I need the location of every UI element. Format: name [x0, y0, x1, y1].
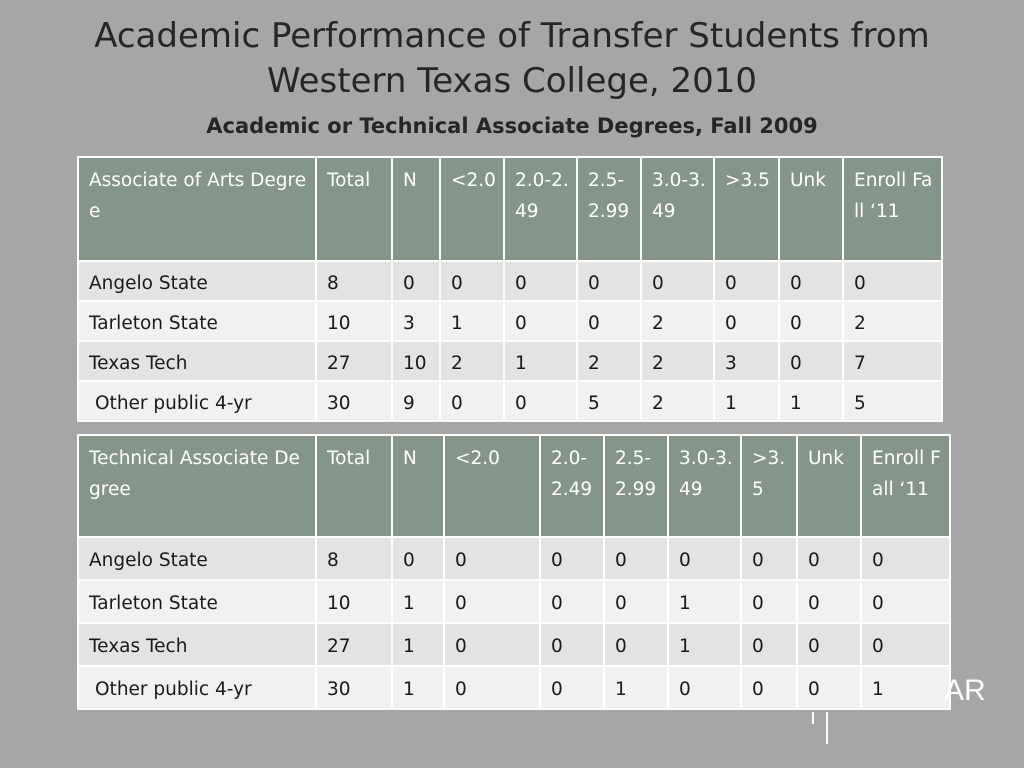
table-cell: 9: [392, 381, 440, 421]
table-cell: Tarleton State: [78, 580, 316, 623]
table-cell: 0: [444, 666, 540, 709]
table-cell: 0: [741, 580, 797, 623]
table-cell: 0: [540, 580, 604, 623]
table-row: [78, 580, 950, 623]
header-cell: 3.0-3.49: [641, 157, 714, 261]
table-cell: 0: [779, 261, 843, 301]
table-cell: 2: [641, 301, 714, 341]
table-cell: 0: [779, 301, 843, 341]
table-cell: 1: [392, 580, 444, 623]
table-row: [78, 666, 950, 709]
table-cell: 1: [668, 580, 741, 623]
table-cell: 0: [540, 537, 604, 580]
header-cell: 3.0-3.49: [668, 435, 741, 537]
title-line-1: Academic Performance of Transfer Students from: [94, 16, 930, 56]
table-cell: 0: [714, 261, 779, 301]
table-cell: 0: [641, 261, 714, 301]
table-cell: 1: [668, 623, 741, 666]
table-cell: 2: [843, 301, 942, 341]
table-cell: 2: [440, 341, 504, 381]
table-cell: Other public 4-yr: [78, 381, 316, 421]
decorative-line: [812, 712, 814, 724]
table-cell: 0: [668, 537, 741, 580]
header-cell: 2.5-2.99: [604, 435, 668, 537]
table-cell: 0: [741, 537, 797, 580]
header-cell: 2.0-2.49: [540, 435, 604, 537]
header-cell: Technical Associate Degree: [78, 435, 316, 537]
header-cell: 2.5-2.99: [577, 157, 641, 261]
table-cell: 0: [604, 537, 668, 580]
table-cell: 0: [668, 666, 741, 709]
table-cell: 0: [504, 381, 577, 421]
table-cell: Texas Tech: [78, 341, 316, 381]
header-cell: <2.0: [440, 157, 504, 261]
table-row: [78, 301, 942, 341]
table-cell: 10: [316, 301, 392, 341]
header-cell: >3.5: [741, 435, 797, 537]
table-cell: 0: [577, 261, 641, 301]
table-cell: 0: [604, 623, 668, 666]
table-row: [78, 381, 942, 421]
table-cell: 0: [540, 623, 604, 666]
table-cell: 0: [444, 623, 540, 666]
table-cell: Tarleton State: [78, 301, 316, 341]
table-cell: 0: [861, 537, 950, 580]
header-cell: <2.0: [444, 435, 540, 537]
table-cell: 1: [714, 381, 779, 421]
header-cell: N: [392, 435, 444, 537]
table-cell: 2: [577, 341, 641, 381]
table-cell: 10: [316, 580, 392, 623]
header-cell: Total: [316, 157, 392, 261]
table-row: [78, 623, 950, 666]
table-cell: 0: [440, 381, 504, 421]
table-cell: 10: [392, 341, 440, 381]
table-cell: 7: [843, 341, 942, 381]
table-cell: 0: [861, 623, 950, 666]
table-cell: 30: [316, 666, 392, 709]
table-cell: 27: [316, 341, 392, 381]
table-cell: 1: [392, 623, 444, 666]
table-cell: 8: [316, 261, 392, 301]
table-cell: 0: [741, 623, 797, 666]
table-cell: 1: [504, 341, 577, 381]
header-cell: Enroll Fall ‘11: [843, 157, 942, 261]
table-cell: 0: [714, 301, 779, 341]
table-cell: Angelo State: [78, 261, 316, 301]
table-cell: 0: [843, 261, 942, 301]
title-line-2: Western Texas College, 2010: [266, 61, 758, 101]
table-cell: 0: [797, 666, 861, 709]
table-cell: 0: [861, 580, 950, 623]
table-cell: 0: [504, 261, 577, 301]
table-cell: 1: [392, 666, 444, 709]
table-cell: 2: [641, 341, 714, 381]
header-cell: >3.5: [714, 157, 779, 261]
table-cell: 1: [779, 381, 843, 421]
background-ghost-text: AR: [944, 674, 986, 707]
table-cell: 30: [316, 381, 392, 421]
table-header-row: [78, 157, 942, 261]
table-cell: 0: [540, 666, 604, 709]
header-cell: Total: [316, 435, 392, 537]
header-cell: Enroll Fall ‘11: [861, 435, 950, 537]
table-cell: 3: [392, 301, 440, 341]
table-cell: 27: [316, 623, 392, 666]
table-cell: 3: [714, 341, 779, 381]
table-cell: 0: [392, 261, 440, 301]
table-cell: 8: [316, 537, 392, 580]
table-cell: 2: [641, 381, 714, 421]
header-cell: Unk: [797, 435, 861, 537]
table-cell: 1: [440, 301, 504, 341]
table-cell: 0: [504, 301, 577, 341]
header-cell: Associate of Arts Degree: [78, 157, 316, 261]
table-cell: 1: [861, 666, 950, 709]
table-cell: 0: [779, 341, 843, 381]
header-cell: 2.0-2.49: [504, 157, 577, 261]
table-cell: 5: [843, 381, 942, 421]
table-cell: 5: [577, 381, 641, 421]
table-cell: Texas Tech: [78, 623, 316, 666]
table-cell: 0: [392, 537, 444, 580]
table-cell: 0: [440, 261, 504, 301]
page-title: [0, 14, 1024, 104]
table-row: [78, 537, 950, 580]
associate-of-arts-table: [77, 156, 943, 422]
table-cell: 0: [604, 580, 668, 623]
decorative-line: [826, 712, 828, 744]
table-cell: Other public 4-yr: [78, 666, 316, 709]
table-header-row: [78, 435, 950, 537]
table-cell: 0: [577, 301, 641, 341]
header-cell: Unk: [779, 157, 843, 261]
table-row: [78, 341, 942, 381]
header-cell: N: [392, 157, 440, 261]
table-cell: 0: [797, 537, 861, 580]
page-subtitle: Academic or Technical Associate Degrees, Fall 2009: [206, 114, 818, 138]
table-row: [78, 261, 942, 301]
table-cell: 1: [604, 666, 668, 709]
table-cell: 0: [444, 537, 540, 580]
table-cell: Angelo State: [78, 537, 316, 580]
table-cell: 0: [797, 580, 861, 623]
table-cell: 0: [741, 666, 797, 709]
technical-associate-table: [77, 434, 951, 710]
table-cell: 0: [797, 623, 861, 666]
table-cell: 0: [444, 580, 540, 623]
